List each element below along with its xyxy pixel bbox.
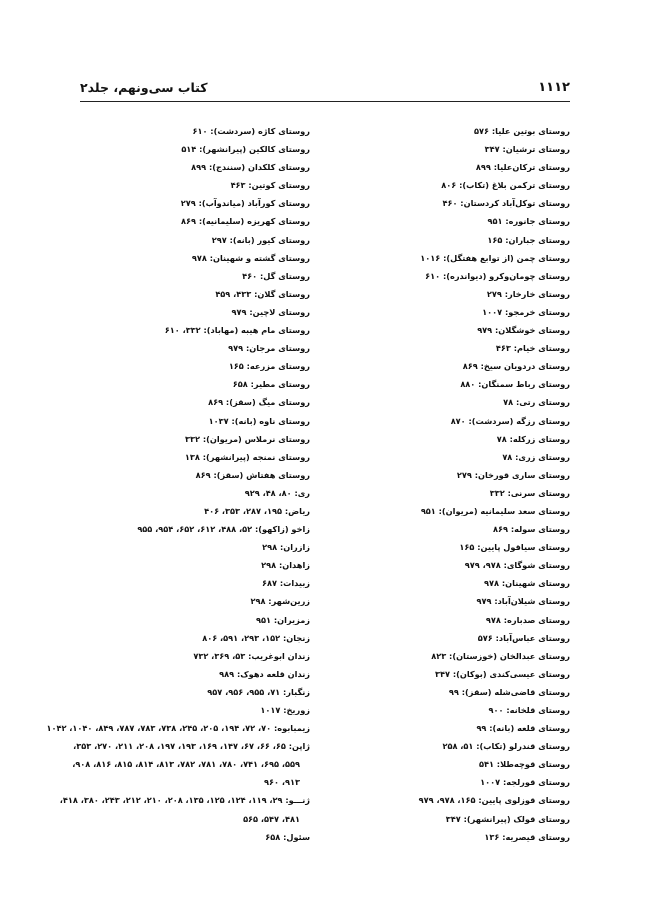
index-entry: روستای زرکله: ۷۸: [496, 433, 570, 444]
index-entry: روستای ترکان‌علیا: ۸۹۹: [475, 162, 570, 173]
index-entry: روستای مام هیبه (مهاباد): ۳۳۲، ۶۱۰: [164, 325, 310, 336]
index-entry: زندان قلعه دهوک: ۹۸۹: [219, 668, 310, 679]
index-entry: روستای شهینان: ۹۷۸: [484, 578, 570, 589]
index-entry: روستای جانوره: ۹۵۱: [487, 216, 570, 227]
index-entry: ۹۱۳، ۹۶۰: [264, 777, 300, 788]
index-entry: روستای کورآباد (میاندوآب): ۲۷۹: [180, 198, 310, 209]
index-entry: زوریخ: ۱۰۱۷: [260, 705, 310, 715]
book-title: کتاب سی‌ونهم، جلد۲: [80, 80, 208, 95]
index-entry: روستای سعد سلیمانیه (مریوان): ۹۵۱: [420, 505, 570, 516]
index-entry: روستای میگ (سقز): ۸۶۹: [208, 397, 310, 408]
page-number: ۱۱۱۲: [538, 80, 570, 95]
index-entry: روستای نمنجه (پیرانشهر): ۱۳۸: [184, 451, 310, 462]
page-header: [80, 80, 570, 100]
index-entry: روستای خارخار: ۲۷۹: [486, 288, 570, 299]
index-entry: روستای کیور (بانه): ۲۹۷: [211, 234, 310, 245]
index-entry: روستای مزرعه: ۱۶۵: [228, 361, 310, 372]
index-column-left: [20, 122, 310, 846]
index-entry: روستای خوشگلان: ۹۷۹: [477, 325, 570, 336]
index-entry: روستای چمن (از توابع هفتگل): ۱۰۱۶: [420, 252, 570, 263]
index-entry: روستای کاژه (سردشت): ۶۱۰: [192, 126, 310, 136]
index-entry: روستای مطیر: ۶۵۸: [232, 379, 310, 390]
index-entry: روستای توکل‌آباد کردستان: ۴۶۰: [442, 198, 570, 209]
index-entry: روستای قلخانه: ۹۰۰: [488, 705, 570, 715]
index-entry: روستای ناوه (بانه): ۱۰۳۷: [208, 415, 310, 426]
index-entry: روستای کوتین: ۴۶۳: [230, 180, 310, 191]
index-entry: روستای سوله: ۸۶۹: [493, 524, 570, 535]
index-entry: زاهدان: ۲۹۸: [261, 560, 310, 571]
index-entry: زازران: ۲۹۸: [262, 542, 310, 553]
index-entry: روستای گلان: ۴۳۳، ۴۵۹: [215, 288, 310, 299]
index-entry: روستای عباس‌آباد: ۵۷۶: [477, 632, 570, 643]
index-entry: روستای صدباره: ۹۷۸: [485, 614, 570, 625]
index-entry: روستای کلکدان (سنندج): ۸۹۹: [191, 162, 310, 173]
index-entry: روستای نرملاس (مریوان): ۳۳۲: [185, 433, 310, 444]
index-entry: روستای قندرلو (تکاب): ۵۱، ۲۵۸: [442, 741, 570, 752]
index-entry: زیمبابوه: ۷۰، ۷۲، ۱۹۴، ۲۰۵، ۲۴۵، ۷۳۸، ۷۸۳، ۷۸۷، ۸۴۹، ۱۰۴۰، ۱۰۴۲: [46, 723, 310, 734]
index-entry: روستای ساری قورخان: ۲۷۹: [456, 469, 570, 480]
index-entry: ۴۸۱، ۵۴۷، ۵۶۵: [243, 813, 300, 824]
index-entry: روستای قولک (پیرانشهر): ۳۴۷: [445, 813, 570, 824]
index-entry: زنجان: ۱۵۲، ۲۹۳، ۵۹۱، ۸۰۶: [202, 632, 310, 643]
index-entry: روستای قاضی‌شله (سقز): ۹۹: [448, 686, 570, 697]
index-entry: زندان ابوغریب: ۵۳، ۳۶۹، ۷۳۲: [193, 650, 310, 661]
index-entry: زرین‌شهر: ۲۹۸: [250, 596, 310, 607]
index-entry: ۵۵۹، ۶۹۵، ۷۴۱، ۷۸۰، ۷۸۱، ۷۸۲، ۸۱۳، ۸۱۴، ۸۱۵، ۸۱۶، ۹۰۸،: [72, 759, 300, 770]
index-entry: روستای بوتین علیا: ۵۷۶: [474, 126, 570, 136]
index-entry: روستای لاچین: ۹۷۹: [231, 306, 310, 317]
index-entry: روستای قورلجه: ۱۰۰۷: [480, 777, 570, 788]
index-entry: روستای سرنی: ۳۳۲: [489, 487, 570, 498]
index-entry: ریاض: ۱۹۵، ۲۸۷، ۳۵۳، ۴۰۶: [204, 505, 310, 516]
index-entry: روستای هفتاش (سقز): ۸۶۹: [195, 469, 310, 480]
index-entry: روستای چومان‌وکرو (دیواندره): ۶۱۰: [425, 270, 570, 281]
index-entry: روستای ترشیان: ۳۴۷: [484, 144, 570, 155]
index-entry: روستای قیصریه: ۱۳۶: [484, 831, 570, 842]
index-entry: روستای گشته و شهینان: ۹۷۸: [191, 252, 310, 263]
index-entry: روستای مرجان: ۹۷۹: [228, 343, 310, 354]
index-entry: روستای شیلان‌آباد: ۹۷۹: [476, 596, 570, 607]
index-entry: روستای قلعه (بانه): ۹۹: [476, 723, 570, 734]
index-entry: روستای زری: ۷۸: [502, 451, 570, 462]
index-entry: روستای گل: ۴۶۰: [242, 270, 310, 281]
index-entry: روستای سیاقول پایین: ۱۶۵: [459, 542, 570, 553]
index-entry: روستای کهریزه (سلیمانیه): ۸۶۹: [180, 216, 310, 227]
index-entry: روستای رباط سمنگان: ۸۸۰: [460, 379, 570, 390]
index-entry: ری: ۸۰، ۴۸، ۹۲۹: [244, 487, 310, 498]
index-entry: روستای رتی: ۷۸: [503, 397, 570, 408]
index-entry: روستای ترکمن بلاغ (تکاب): ۸۰۶: [441, 180, 570, 191]
index-entry: زمزیران: ۹۵۱: [256, 614, 310, 625]
index-column-right: [320, 122, 570, 846]
index-entry: روستای قوزلوی پایین: ۱۶۵، ۹۷۸، ۹۷۹: [418, 795, 570, 806]
header-divider: [80, 101, 570, 102]
index-entry: روستای رزگه (سردشت): ۸۷۰: [450, 415, 570, 426]
index-entry: ژاپن: ۶۵، ۶۶، ۶۷، ۱۴۷، ۱۶۹، ۱۹۳، ۱۹۷، ۲۰۸، ۲۱۱، ۲۷۰، ۳۵۳،: [73, 741, 310, 752]
index-entry: ژنـــو: ۲۹، ۱۱۹، ۱۲۴، ۱۲۵، ۱۳۵، ۲۰۸، ۲۱۰، ۲۱۲، ۲۴۳، ۳۸۰، ۴۱۸،: [59, 795, 310, 806]
index-entry: سئول: ۶۵۸: [265, 831, 310, 842]
index-entry: روستای خرمجو: ۱۰۰۷: [482, 306, 570, 317]
index-entry: زنگبار: ۷۱، ۹۵۵، ۹۵۶، ۹۵۷: [207, 686, 310, 697]
index-entry: روستای خیام: ۴۶۳: [495, 343, 570, 354]
index-entry: روستای شوگای: ۹۷۸، ۹۷۹: [464, 560, 570, 571]
index-entry: روستای عیسی‌کندی (بوکان): ۳۴۷: [434, 668, 570, 679]
index-entry: روستای جباران: ۱۶۵: [487, 234, 570, 245]
index-entry: روستای دردویان سیخ: ۸۶۹: [462, 361, 570, 372]
index-entry: روستای کالکین (پیرانشهر): ۵۱۴: [181, 144, 310, 155]
index-entry: زاخو (زاکهو): ۵۲، ۴۸۸، ۶۱۲، ۶۵۲، ۹۵۴، ۹۵۵: [137, 524, 310, 535]
index-entry: روستای عبدالخان (خوزستان): ۸۲۳: [431, 650, 570, 661]
index-entry: زبیدات: ۶۸۷: [261, 578, 310, 589]
index-entry: روستای قوچه‌طلا: ۵۴۱: [478, 759, 570, 770]
